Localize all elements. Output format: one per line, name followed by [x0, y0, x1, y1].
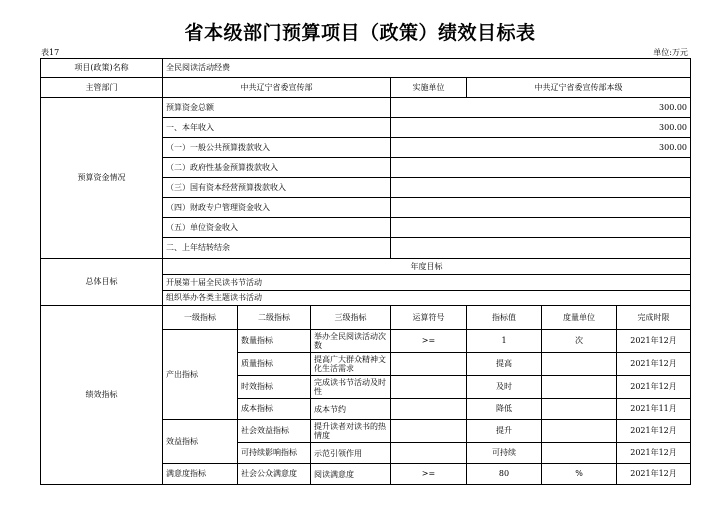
indicator-operator: >=: [391, 464, 467, 485]
indicator-level2: 时效指标: [238, 376, 311, 399]
budget-row-value: [391, 218, 691, 238]
indicator-level3: 成本节约: [311, 399, 391, 420]
level1-benefit: 效益指标: [163, 420, 238, 464]
page-title: 省本级部门预算项目（政策）绩效目标表: [184, 22, 536, 44]
budget-row-name: 二、上年结转结余: [163, 238, 391, 259]
budget-row-name: 预算资金总额: [163, 98, 391, 118]
implementing-unit-label: 实施单位: [391, 78, 467, 98]
level1-satisfaction: 满意度指标: [163, 464, 238, 485]
indicator-level2: 社会效益指标: [238, 420, 311, 443]
unit-label: 单位:万元: [653, 48, 688, 57]
department-value: 中共辽宁省委宣传部: [163, 78, 391, 98]
budget-row-name: （四）财政专户管理资金收入: [163, 198, 391, 218]
performance-section-label: 绩效指标: [41, 306, 163, 485]
level1-output: 产出指标: [163, 330, 238, 420]
overall-goal-label: 总体目标: [41, 259, 163, 306]
indicator-value: 提升: [467, 420, 542, 443]
department-label: 主管部门: [41, 78, 163, 98]
indicator-operator: [391, 399, 467, 420]
budget-row-value: [391, 198, 691, 218]
budget-row-value: 300.00: [391, 138, 691, 158]
budget-row-name: （二）政府性基金预算拨款收入: [163, 158, 391, 178]
table-number: 表17: [41, 48, 60, 57]
header-operator: 运算符号: [391, 306, 467, 330]
budget-row-name: （五）单位资金收入: [163, 218, 391, 238]
indicator-level2: 社会公众满意度: [238, 464, 311, 485]
header-level2: 二级指标: [238, 306, 311, 330]
indicator-level2: 质量指标: [238, 353, 311, 376]
indicator-level2: 可持续影响指标: [238, 443, 311, 464]
annual-goal-item: 开展第十届全民读书节活动: [163, 275, 691, 291]
implementing-unit-value: 中共辽宁省委宣传部本级: [467, 78, 691, 98]
budget-row-value: 300.00: [391, 98, 691, 118]
budget-row-value: [391, 158, 691, 178]
budget-section-label: 预算资金情况: [41, 98, 163, 259]
indicator-unit: 次: [542, 330, 617, 353]
indicator-value: 降低: [467, 399, 542, 420]
header-target-value: 指标值: [467, 306, 542, 330]
indicator-unit: [542, 443, 617, 464]
budget-row-name: （一）一般公共预算拨款收入: [163, 138, 391, 158]
indicator-unit: [542, 420, 617, 443]
indicator-operator: [391, 376, 467, 399]
indicator-unit: [542, 376, 617, 399]
indicator-operator: [391, 420, 467, 443]
indicator-operator: [391, 443, 467, 464]
indicator-operator: [391, 353, 467, 376]
indicator-level2: 成本指标: [238, 399, 311, 420]
header-level3: 三级指标: [311, 306, 391, 330]
budget-row-name: 一、本年收入: [163, 118, 391, 138]
header-level1: 一级指标: [163, 306, 238, 330]
indicator-deadline: 2021年12月: [617, 464, 691, 485]
indicator-level3: 示范引领作用: [311, 443, 391, 464]
indicator-level3: 举办全民阅读活动次数: [311, 330, 391, 353]
indicator-deadline: 2021年12月: [617, 443, 691, 464]
indicator-level3: 完成读书节活动及时性: [311, 376, 391, 399]
indicator-operator: >=: [391, 330, 467, 353]
indicator-value: 及时: [467, 376, 542, 399]
indicator-deadline: 2021年12月: [617, 330, 691, 353]
annual-goal-header: 年度目标: [163, 259, 691, 275]
indicator-value: 1: [467, 330, 542, 353]
project-name-label: 项目(政策)名称: [41, 59, 163, 78]
header-deadline: 完成时限: [617, 306, 691, 330]
indicator-level3: 提高广大群众精神文化生活需求: [311, 353, 391, 376]
indicator-level2: 数量指标: [238, 330, 311, 353]
indicator-deadline: 2021年12月: [617, 420, 691, 443]
budget-row-value: 300.00: [391, 118, 691, 138]
indicator-unit: [542, 353, 617, 376]
project-name-value: 全民阅读活动经费: [163, 59, 691, 78]
indicator-deadline: 2021年11月: [617, 399, 691, 420]
indicator-unit: %: [542, 464, 617, 485]
budget-row-value: [391, 178, 691, 198]
indicator-value: 80: [467, 464, 542, 485]
annual-goal-item: 组织举办各类主题读书活动: [163, 291, 691, 306]
indicator-value: 提高: [467, 353, 542, 376]
indicator-deadline: 2021年12月: [617, 376, 691, 399]
indicator-value: 可持续: [467, 443, 542, 464]
indicator-level3: 阅读满意度: [311, 464, 391, 485]
budget-row-value: [391, 238, 691, 259]
header-unit: 度量单位: [542, 306, 617, 330]
performance-target-table: [40, 58, 691, 485]
indicator-deadline: 2021年12月: [617, 353, 691, 376]
budget-row-name: （三）国有资本经营预算拨款收入: [163, 178, 391, 198]
indicator-unit: [542, 399, 617, 420]
indicator-level3: 提升读者对读书的热情度: [311, 420, 391, 443]
